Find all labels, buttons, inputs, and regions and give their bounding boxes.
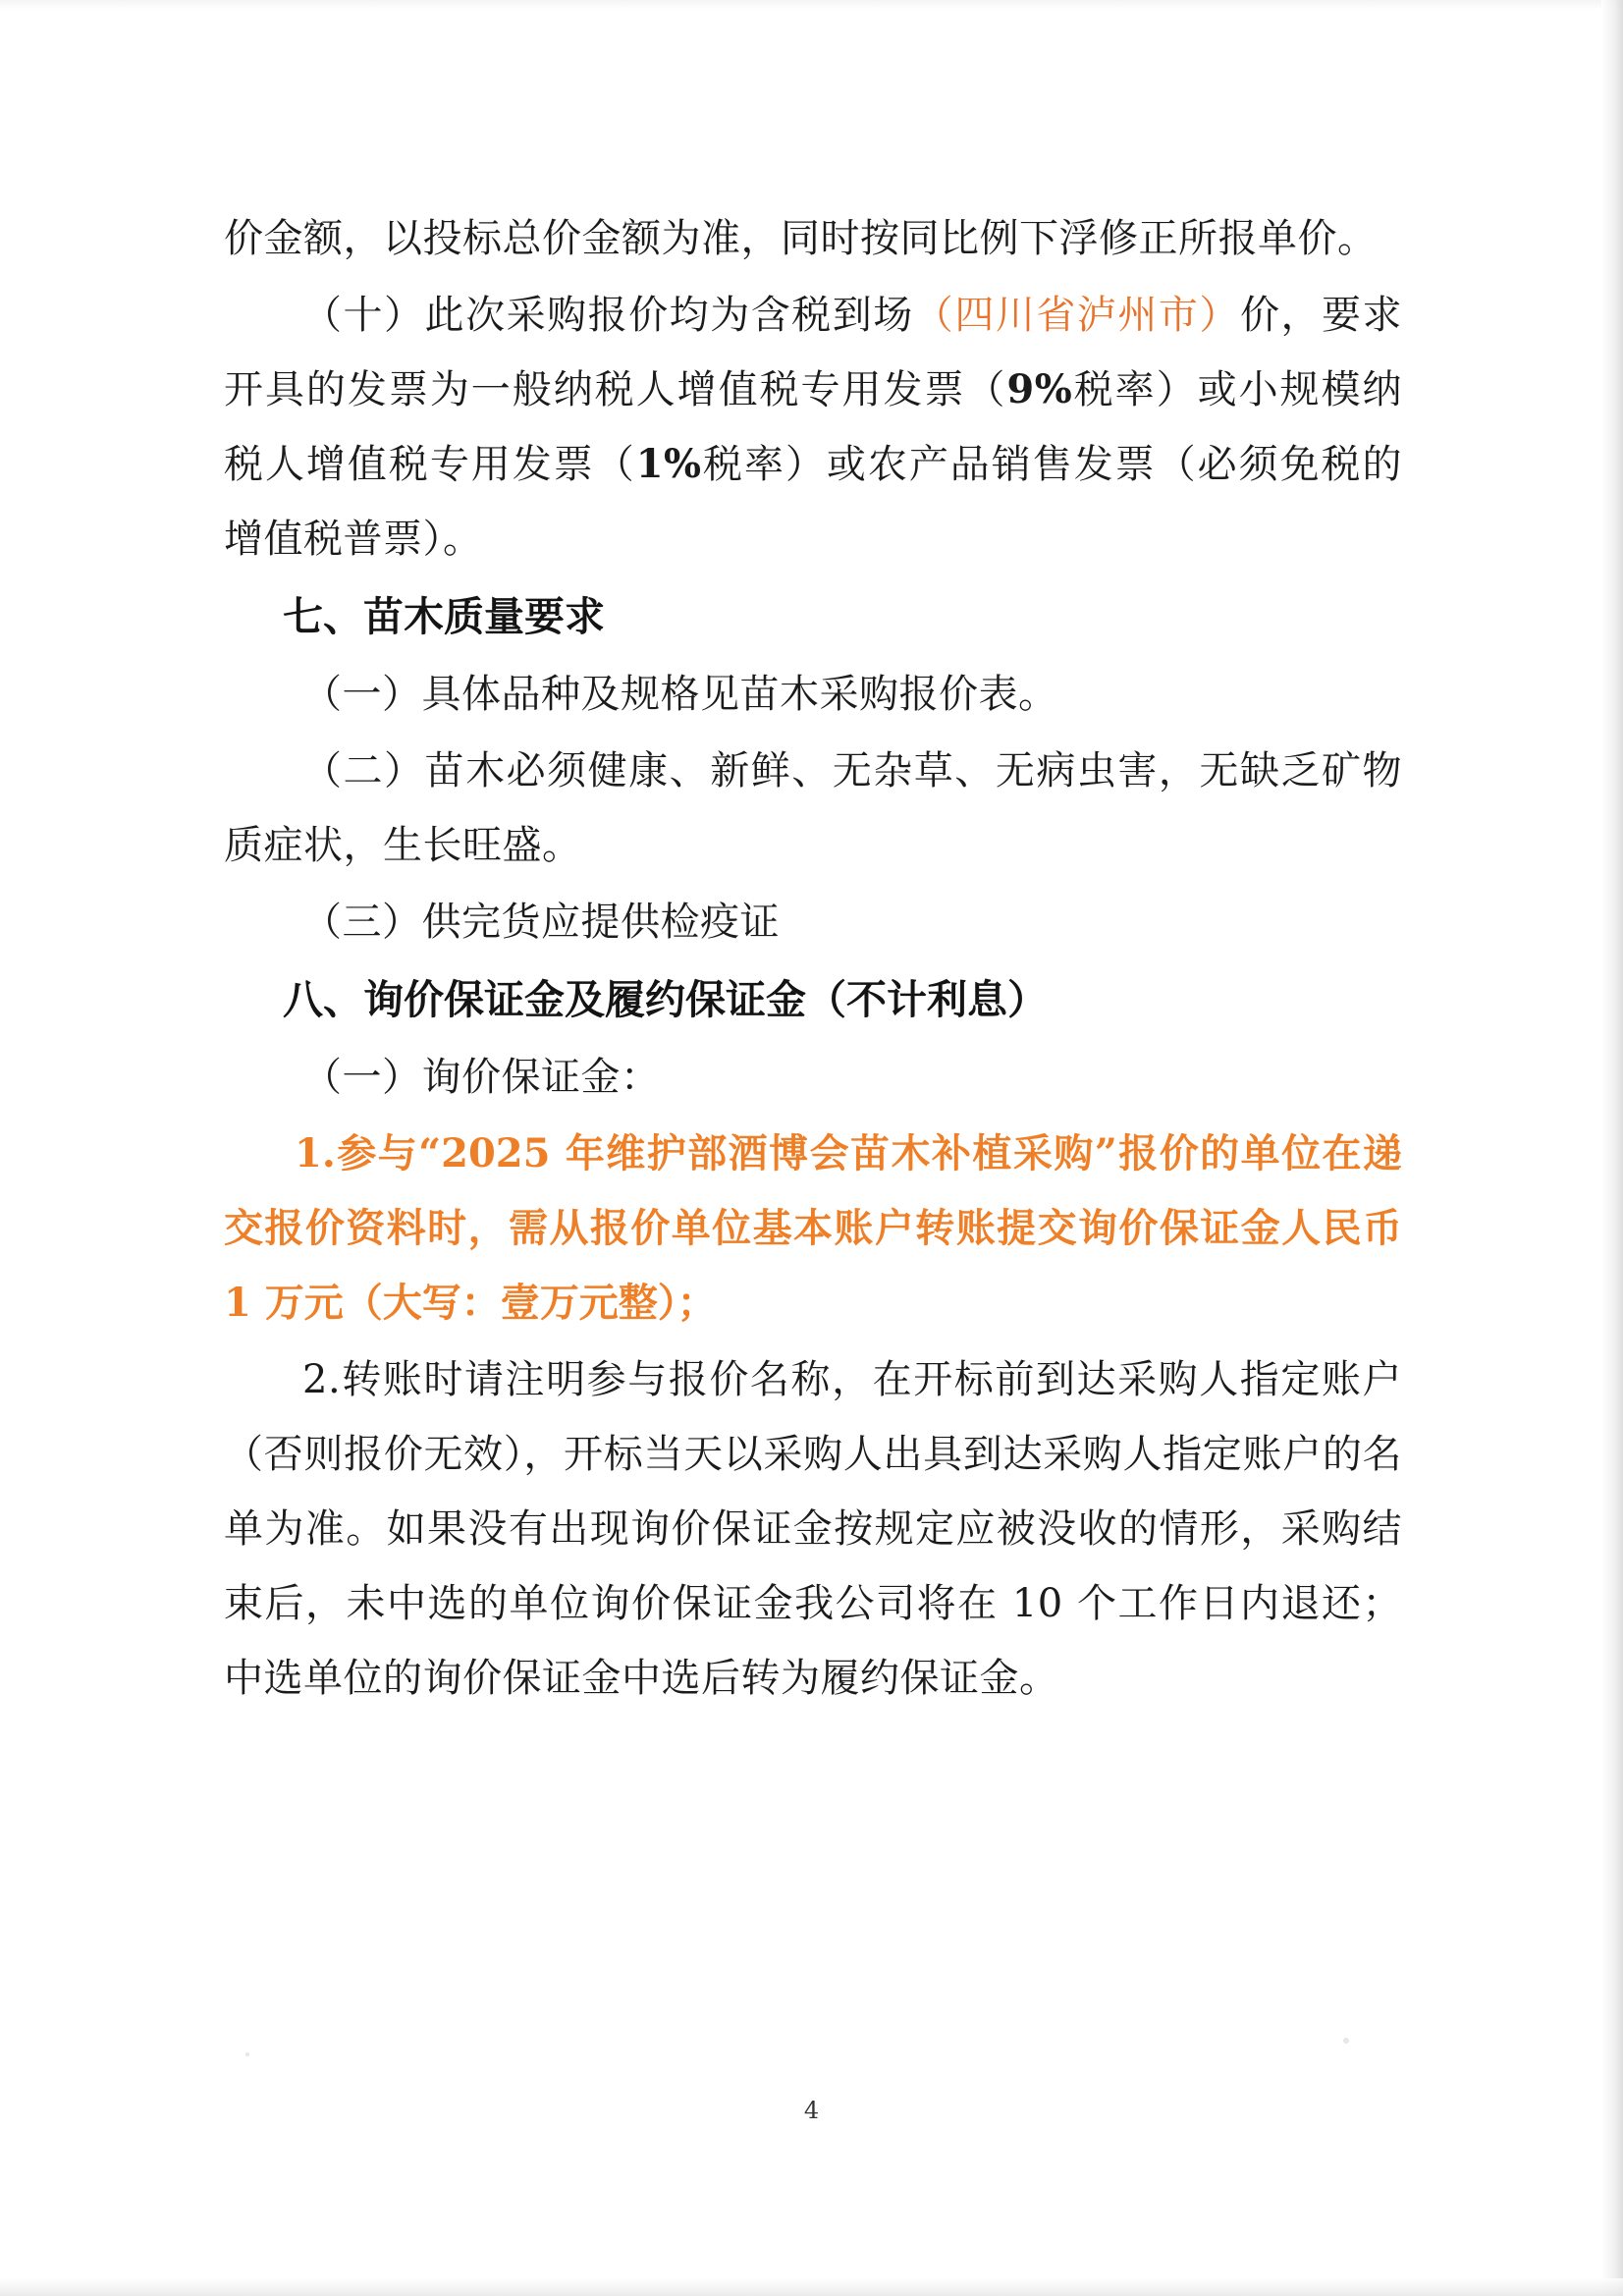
heading-section-seven-text: 七、苗木质量要求	[283, 593, 605, 640]
deposit-item-number: 1.	[295, 1130, 336, 1176]
item-ten-tax-rate-general: 9%	[1006, 366, 1073, 412]
deposit-item-text: 参与“2025 年维护部酒博会苗木补植采购”报价的单位在递交报价资料时，需从报价单位基本账户转账提交询价保证金人民币 1 万元（大写：壹万元整）；	[224, 1130, 1402, 1326]
paragraph-eight-one	[224, 1040, 1402, 1115]
item-ten-text-c: 税率）或小规模纳税人增值税专用发票（	[224, 367, 1402, 487]
item-ten-text-b: 价，要求开具的发票为一般纳税人增值税专用发票（	[224, 293, 1403, 412]
item-ten-text-a: （十）此次采购报价均为含税到场	[302, 293, 914, 338]
paragraph-seven-three-text: （三）供完货应提供检疫证	[302, 900, 780, 945]
heading-section-eight	[224, 961, 1402, 1038]
paragraph-item-ten	[224, 278, 1402, 576]
paragraph-eight-one-text: （一）询价保证金：	[302, 1055, 661, 1100]
item-ten-text-d: 税率）或农产品销售发票（必须免税的增值税普票）。	[224, 442, 1402, 562]
scan-speckle	[1343, 2038, 1349, 2044]
item-ten-place-highlight: （四川省泸州市）	[913, 293, 1240, 338]
scan-edge-bottom	[0, 2278, 1623, 2296]
paragraph-deposit-requirement	[224, 1117, 1402, 1340]
paragraph-seven-two	[224, 734, 1402, 883]
document-text-body	[224, 201, 1402, 1718]
scan-speckle	[245, 2052, 249, 2056]
paragraph-seven-three	[224, 885, 1402, 959]
page-number: 4	[803, 2097, 820, 2124]
paragraph-seven-one-text: （一）具体品种及规格见苗木采购报价表。	[302, 672, 1058, 717]
paragraph-continuation	[224, 201, 1402, 276]
paragraph-transfer-instructions	[224, 1342, 1402, 1716]
paragraph-seven-one	[224, 657, 1402, 732]
paragraph-continuation-text: 价金额，以投标总价金额为准，同时按同比例下浮修正所报单价。	[224, 216, 1378, 261]
scan-edge-top	[0, 0, 1623, 10]
heading-section-eight-text: 八、询价保证金及履约保证金（不计利息）	[283, 976, 1048, 1023]
paragraph-seven-two-text: （二）苗木必须健康、新鲜、无杂草、无病虫害，无缺乏矿物质症状，生长旺盛。	[224, 748, 1402, 868]
heading-section-seven	[224, 578, 1402, 655]
scan-edge-right	[1601, 0, 1623, 2296]
paragraph-transfer-instructions-text: 2.转账时请注明参与报价名称，在开标前到达采购人指定账户（否则报价无效），开标当天以采购人出具到达采购人指定账户的名单为准。如果没有出现询价保证金按规定应被没收的情形，采购结束后，未中选的单位询价保证金我公司将在 10 个工作日内退还；中选单位的询价保证金中选后转为履约保证金。	[224, 1357, 1402, 1701]
item-ten-tax-rate-small: 1%	[635, 441, 702, 487]
